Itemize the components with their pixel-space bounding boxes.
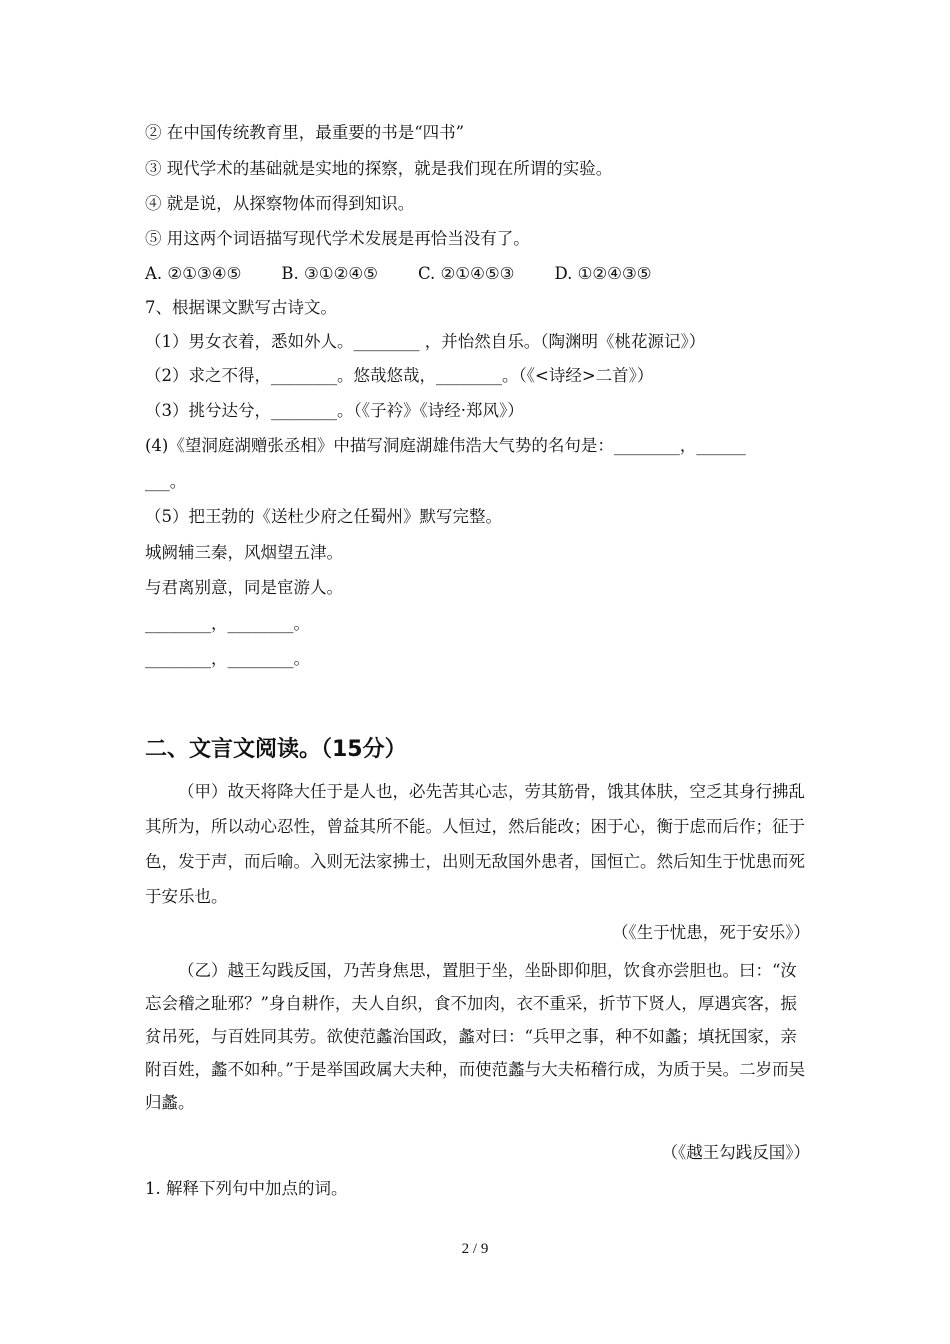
poem-blank-line-4: ________，________。 bbox=[145, 649, 310, 668]
page-number: 2 / 9 bbox=[461, 1241, 489, 1257]
source-jia: （《生于忧患，死于安乐》） bbox=[612, 923, 810, 942]
poem-line-2: 与君离别意，同是宦游人。 bbox=[145, 578, 343, 597]
question-1: 1. 解释下列句中加点的词。 bbox=[145, 1179, 348, 1198]
q6-item-5: ⑤ 用这两个词语描写现代学术发展是再恰当没有了。 bbox=[145, 229, 530, 248]
poem-line-1: 城阙辅三秦，风烟望五津。 bbox=[145, 543, 343, 562]
q7-part-4: (4)《望洞庭湖赠张丞相》中描写洞庭湖雄伟浩大气势的名句是：________，______ bbox=[145, 436, 746, 455]
q7-title: 7、根据课文默写古诗文。 bbox=[145, 298, 337, 317]
q7-part-2: （2）求之不得，________。悠哉悠哉，________。（《<诗经>二首》） bbox=[145, 366, 654, 385]
q6-item-2: ② 在中国传统教育里，最重要的书是“四书” bbox=[145, 123, 465, 142]
section-heading: 二、文言文阅读。（15分） bbox=[145, 737, 407, 762]
q6-item-4: ④ 就是说，从探察物体而得到知识。 bbox=[145, 194, 415, 213]
option-c: C. ②①④⑤③ bbox=[417, 264, 515, 283]
q7-part-1: （1）男女衣着，悉如外人。________ ，并怡然自乐。（陶渊明《桃花源记》） bbox=[145, 332, 706, 351]
option-d: D. ①②④③⑤ bbox=[554, 264, 652, 283]
poem-blank-line-3: ________，________。 bbox=[145, 614, 310, 633]
q7-part-5: （5）把王勃的《送杜少府之任蜀州》默写完整。 bbox=[145, 507, 502, 526]
option-b: B. ③①②④⑤ bbox=[281, 264, 378, 283]
q6-options bbox=[145, 262, 810, 286]
q7-part-4-continued: ___。 bbox=[145, 472, 187, 491]
passage-yi: （乙）越王勾践反国，乃苦身焦思，置胆于坐，坐卧即仰胆，饮食亦尝胆也。曰：“汝忘会稽之耻邪？”身自耕作，夫人自织，食不加肉，衣不重采，折节下贤人，厚遇宾客，振贫吊死，与百姓同其劳。欲使范蠡治国政，蠡对曰：“兵甲之事，种不如蠡；填抚国家，亲附百姓，蠡不如种。”于是举国政属大夫种，而使范蠡与大夫柘稽行成，为质于吴。二岁而吴归蠡。 bbox=[145, 961, 806, 1112]
passage-jia: （甲）故天将降大任于是人也，必先苦其心志，劳其筋骨，饿其体肤，空乏其身行拂乱其所为，所以动心忍性，曾益其所不能。人恒过，然后能改；困于心，衡于虑而后作；征于色，发于声，而后喻。入则无法家拂士，出则无敌国外患者，国恒亡。然后知生于忧患而死于安乐也。 bbox=[145, 782, 805, 906]
q6-item-3: ③ 现代学术的基础就是实地的探察，就是我们现在所谓的实验。 bbox=[145, 159, 613, 178]
source-yi: （《越王勾践反国》） bbox=[661, 1143, 810, 1162]
q7-part-3: （3）挑兮达兮，________。（《子衿》《诗经·郑风》） bbox=[145, 401, 524, 420]
option-a: A. ②①③④⑤ bbox=[145, 264, 242, 283]
